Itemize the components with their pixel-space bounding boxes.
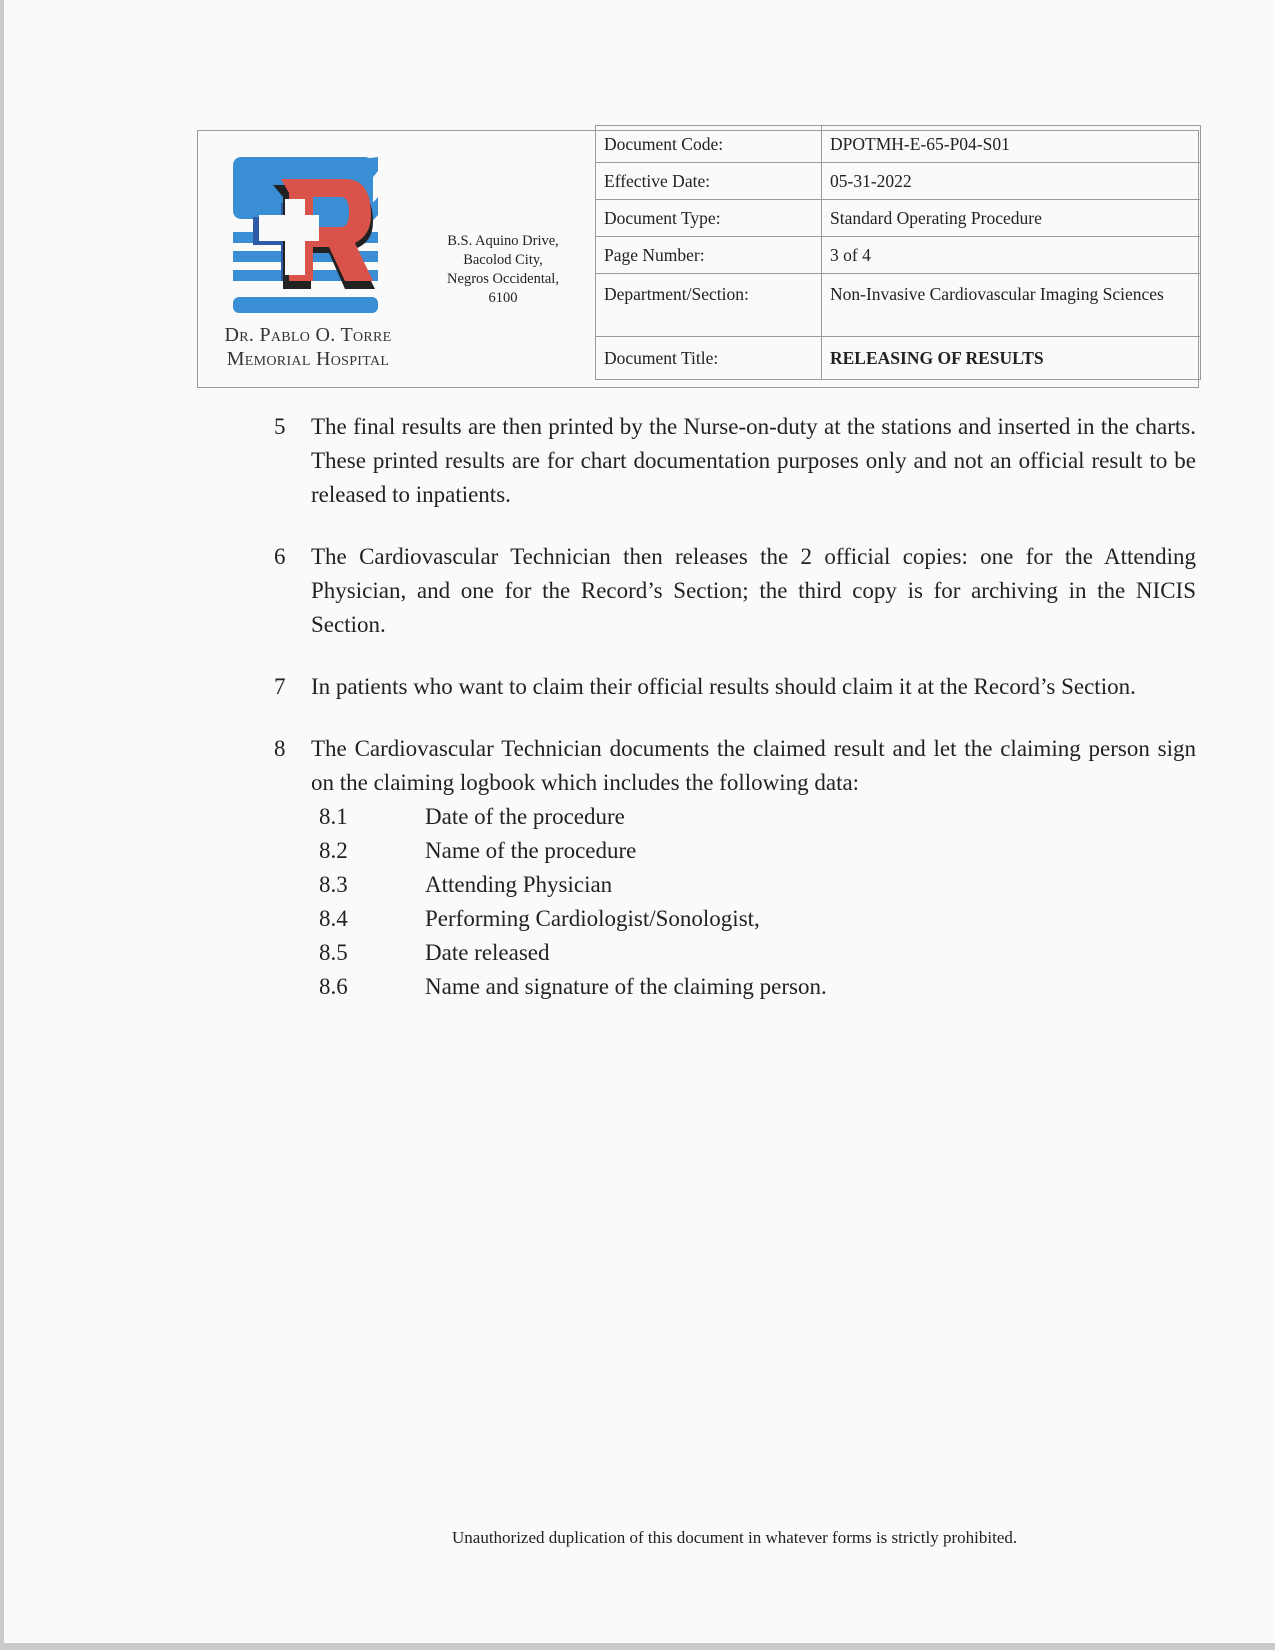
meta-label: Document Type:	[596, 200, 822, 237]
sub-item	[311, 936, 1196, 970]
sub-item-text: Name of the procedure	[425, 838, 637, 863]
sub-item-number: 8.5	[319, 940, 348, 965]
document-page	[4, 0, 1275, 1643]
address-line: 6100	[488, 290, 518, 306]
step-text: The Cardiovascular Technician documents the claimed result and let the claiming person sign on the claiming logbook which includes the following data:	[311, 736, 1196, 795]
meta-value: 05-31-2022	[822, 163, 1201, 200]
step-item	[274, 670, 1196, 704]
sub-item-number: 8.4	[319, 906, 348, 931]
sub-item-number: 8.2	[319, 838, 348, 863]
meta-value: Standard Operating Procedure	[822, 200, 1201, 237]
meta-value: DPOTMH-E-65-P04-S01	[822, 126, 1201, 163]
document-title: RELEASING OF RESULTS	[822, 337, 1201, 380]
meta-value: Non-Invasive Cardiovascular Imaging Sciences	[822, 274, 1201, 337]
sub-item	[311, 800, 1196, 834]
step-text: The Cardiovascular Technician then releases the 2 official copies: one for the Attending Physician, and one for the Record’s Section; the third copy is for archiving in the NICIS Section.	[311, 544, 1196, 637]
sub-item	[311, 902, 1196, 936]
meta-row-department	[596, 274, 1201, 337]
meta-row-document-code	[596, 126, 1201, 163]
meta-row-document-type	[596, 200, 1201, 237]
document-header	[197, 130, 1199, 388]
footer-notice: Unauthorized duplication of this document in whatever forms is strictly prohibited.	[452, 1528, 1018, 1547]
step-number: 5	[274, 414, 286, 439]
step-number: 6	[274, 544, 286, 569]
meta-label: Effective Date:	[596, 163, 822, 200]
meta-row-document-title	[596, 337, 1201, 380]
sub-item-text: Name and signature of the claiming person.	[425, 974, 827, 999]
sub-item	[311, 970, 1196, 1004]
sub-item-text: Date released	[425, 940, 550, 965]
hospital-address	[413, 232, 593, 308]
sub-item-text: Performing Cardiologist/Sonologist,	[425, 906, 760, 931]
address-line: B.S. Aquino Drive,	[447, 233, 559, 249]
meta-label: Page Number:	[596, 237, 822, 274]
step-body	[311, 732, 1196, 1004]
meta-row-effective-date	[596, 163, 1201, 200]
hospital-name-line1: Dr. Pablo O. Torre	[224, 324, 392, 346]
meta-row-page-number	[596, 237, 1201, 274]
meta-label: Document Code:	[596, 126, 822, 163]
meta-value: 3 of 4	[822, 237, 1201, 274]
sub-item-number: 8.6	[319, 974, 348, 999]
hospital-logo-icon	[233, 157, 386, 320]
meta-label: Document Title:	[596, 337, 822, 380]
step-item	[274, 540, 1196, 642]
step-text: The final results are then printed by the Nurse-on-duty at the stations and inserted in the charts. These printed results are for chart documentation purposes only and not an official result to be released to inpatients.	[311, 414, 1196, 507]
address-line: Negros Occidental,	[447, 271, 559, 287]
step-number: 8	[274, 736, 286, 761]
sub-item-number: 8.1	[319, 804, 348, 829]
hospital-name-line2: Memorial Hospital	[226, 348, 390, 370]
address-line: Bacolod City,	[463, 252, 543, 268]
sub-item-number: 8.3	[319, 872, 348, 897]
step-number: 7	[274, 674, 286, 699]
step-item	[274, 732, 1196, 1004]
logo-cell	[198, 131, 595, 387]
sub-item-text: Attending Physician	[425, 872, 613, 897]
step-item	[274, 410, 1196, 512]
sub-item	[311, 868, 1196, 902]
meta-label: Department/Section:	[596, 274, 822, 337]
sub-item	[311, 834, 1196, 868]
procedure-steps	[274, 410, 1196, 1004]
logbook-data-list	[311, 800, 1196, 1004]
document-meta-table	[595, 125, 1201, 380]
hospital-name	[208, 323, 408, 371]
step-text: In patients who want to claim their official results should claim it at the Record’s Section.	[311, 674, 1136, 699]
sub-item-text: Date of the procedure	[425, 804, 625, 829]
